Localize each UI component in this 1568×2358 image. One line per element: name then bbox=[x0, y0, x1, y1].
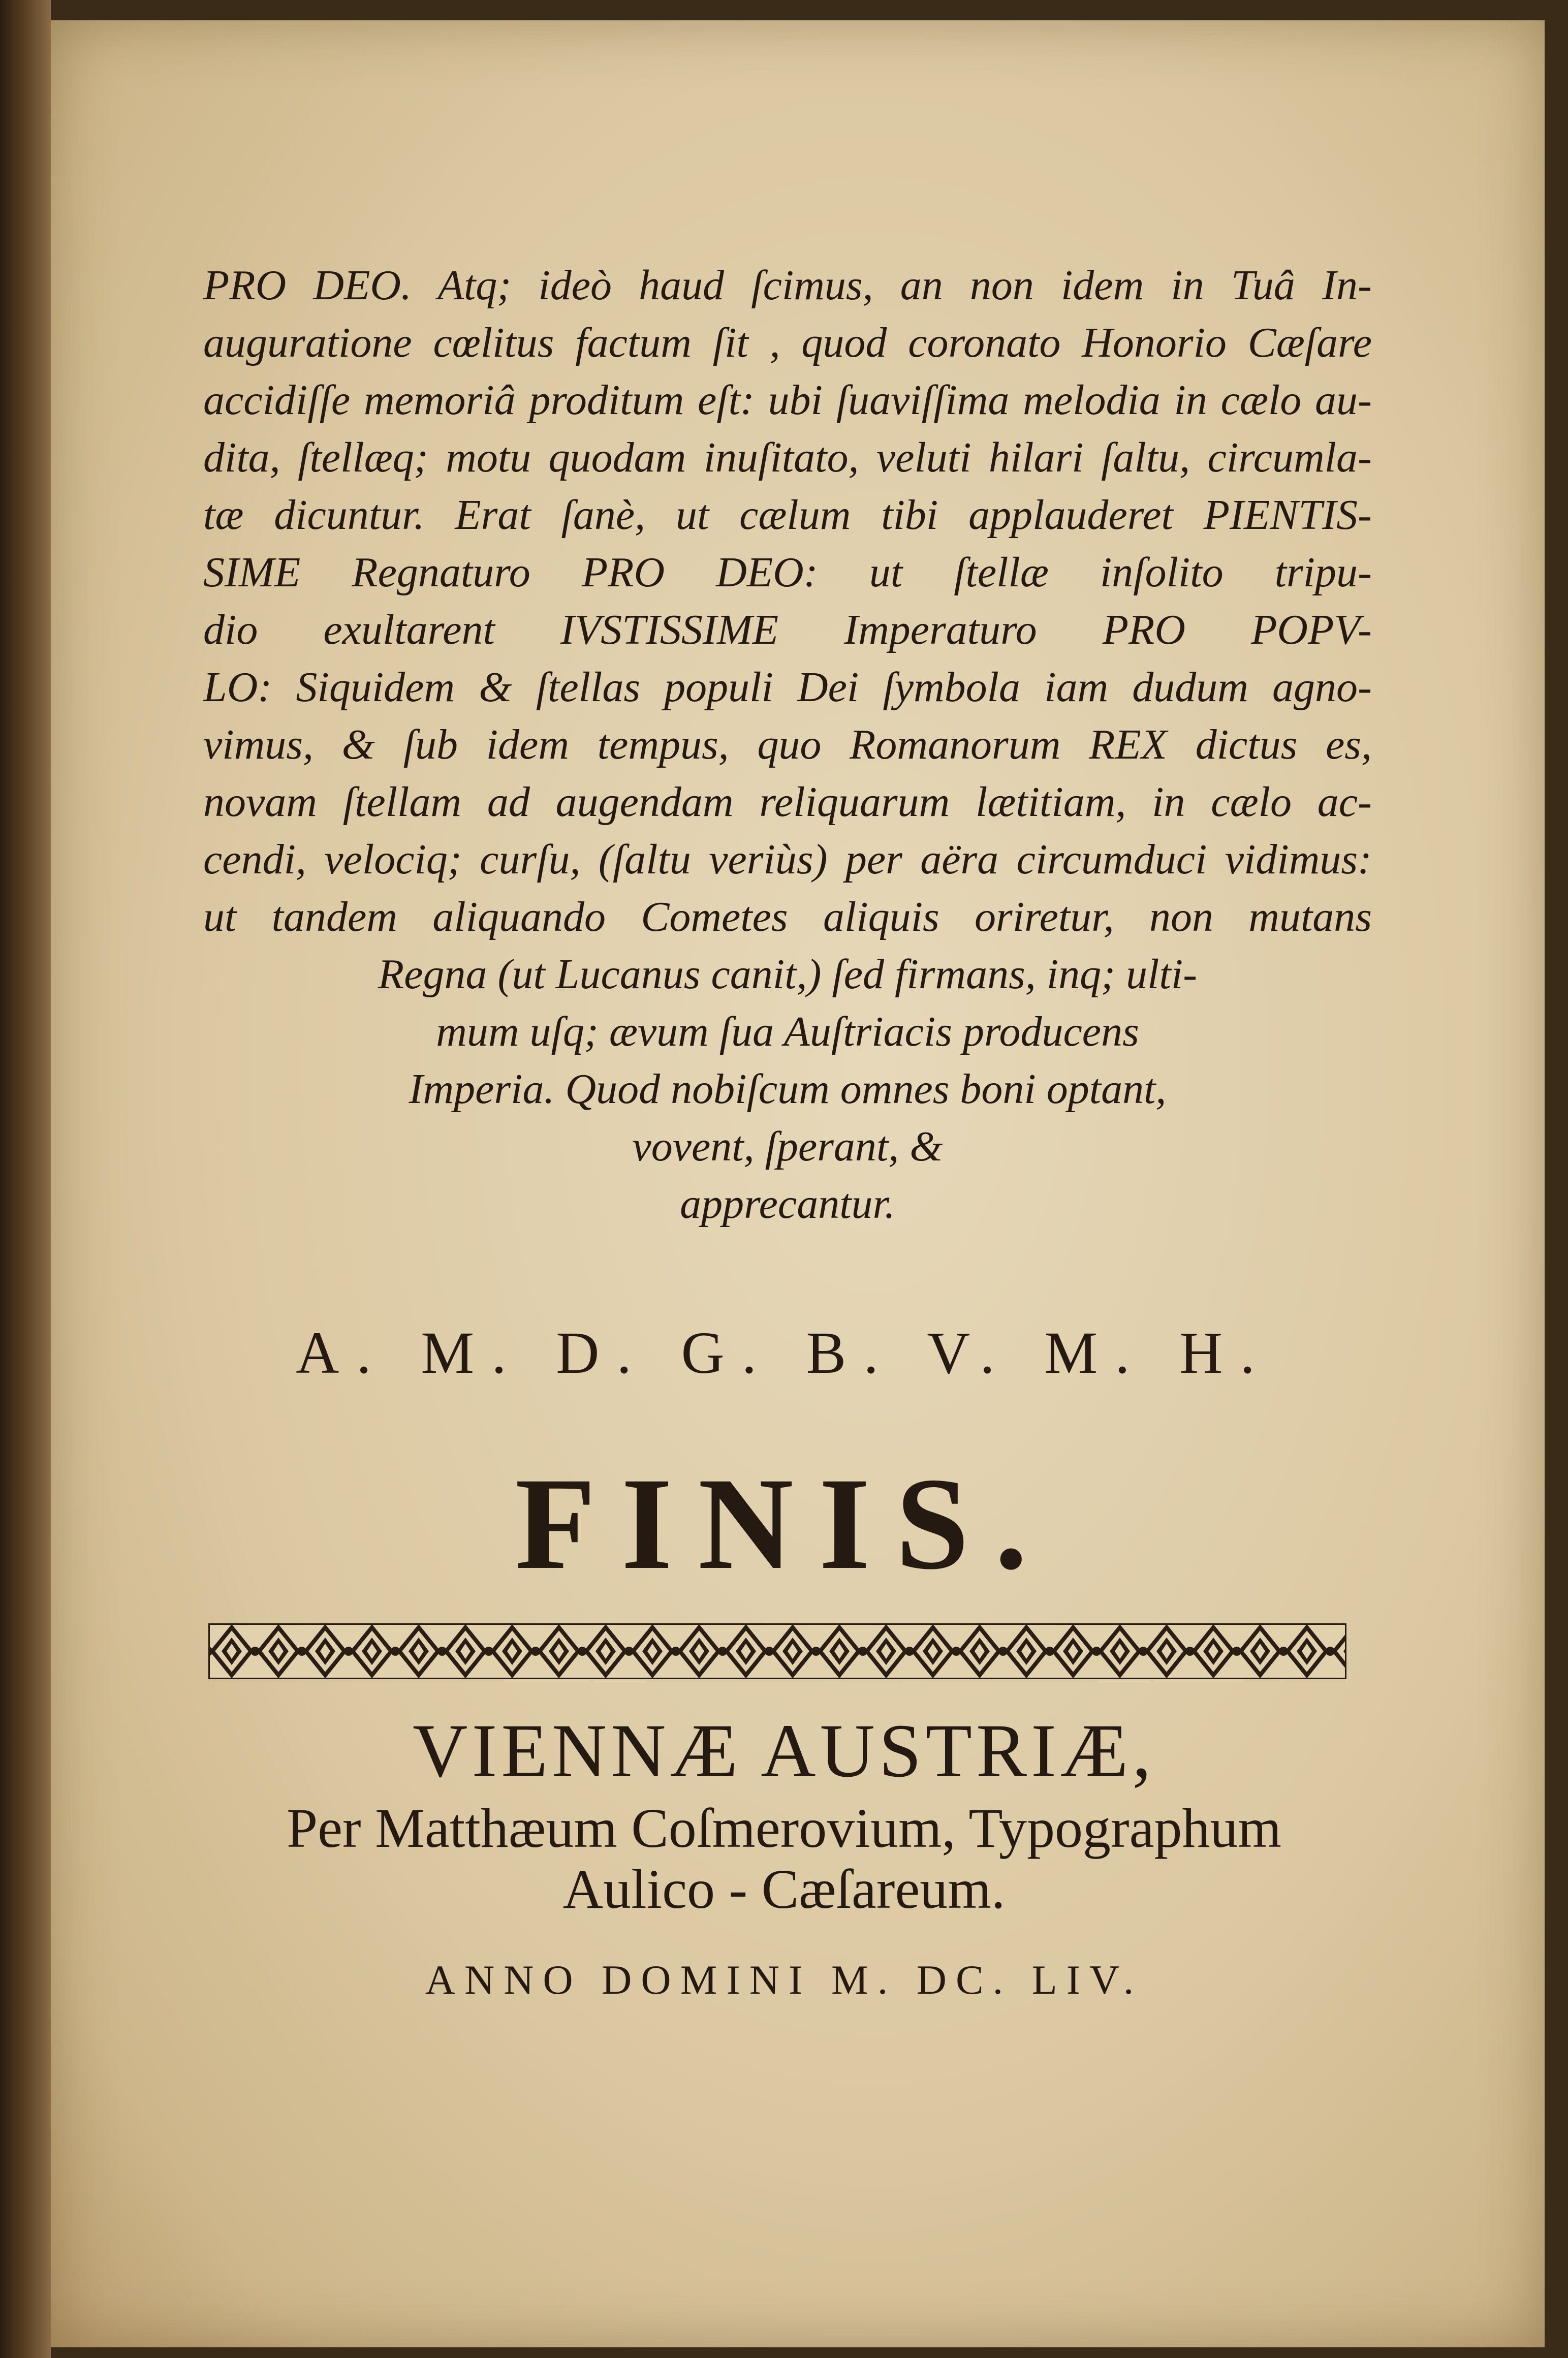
main-paragraph bbox=[203, 257, 1372, 1233]
finis-heading: FINIS. bbox=[515, 1451, 1053, 1597]
imprint-title: Aulico - Cæſareum. bbox=[562, 1858, 1006, 1920]
text-line: SIME Regnaturo PRO DEO: ut ſtellæ inſolito tripu- bbox=[203, 549, 1372, 596]
text-line: auguratione cœlitus factum ſit , quod coronato Honorio Cæſare bbox=[203, 319, 1372, 366]
text-line: LO: Siquidem & ſtellas populi Dei ſymbola iam dudum agno- bbox=[203, 664, 1372, 711]
text-line: PRO DEO. Atq; ideò haud ſcimus, an non idem in Tuâ In- bbox=[203, 262, 1372, 309]
text-line: apprecantur. bbox=[680, 1180, 895, 1228]
text-line: accidiſſe memoriâ proditum eſt: ubi ſuaviſſima melodia in cælo au- bbox=[203, 376, 1372, 424]
text-line: mum uſq; ævum ſua Auſtriacis producens bbox=[436, 1008, 1139, 1055]
text-line: Regna (ut Lucanus canit,) ſed firmans, inq; ulti- bbox=[378, 951, 1198, 998]
text-line: ut tandem aliquando Cometes aliquis oriretur, non mutans bbox=[203, 893, 1372, 940]
ornamental-border bbox=[208, 1623, 1346, 1679]
text-line: Imperia. Quod nobiſcum omnes boni optant, bbox=[409, 1065, 1167, 1113]
imprint-place: VIENNÆ AUSTRIÆ, bbox=[413, 1709, 1155, 1793]
text-line: dita, ſtellæq; motu quodam inuſitato, veluti hilari ſaltu, circumla- bbox=[203, 434, 1372, 481]
book-binding-edge bbox=[0, 0, 51, 2358]
text-line: vimus, & ſub idem tempus, quo Romanorum REX dictus es, bbox=[203, 721, 1372, 768]
text-line: vovent, ſperant, & bbox=[632, 1123, 943, 1170]
text-line: dio exultarent IVSTISSIME Imperaturo PRO POPV- bbox=[203, 606, 1372, 653]
imprint-printer: Per Matthæum Coſmerovium, Typographum bbox=[287, 1797, 1281, 1859]
imprint-year: ANNO DOMINI M. DC. LIV. bbox=[425, 1957, 1143, 2003]
text-line: tæ dicuntur. Erat ſanè, ut cælum tibi applauderet PIENTIS- bbox=[203, 491, 1372, 539]
text-line: novam ſtellam ad augendam reliquarum lætitiam, in cælo ac- bbox=[203, 778, 1372, 826]
text-line: cendi, velociq; curſu, (ſaltu veriùs) per aëra circumduci vidimus: bbox=[203, 836, 1372, 883]
dedication-initials: A. M. D. G. B. V. M. H. bbox=[296, 1319, 1272, 1386]
